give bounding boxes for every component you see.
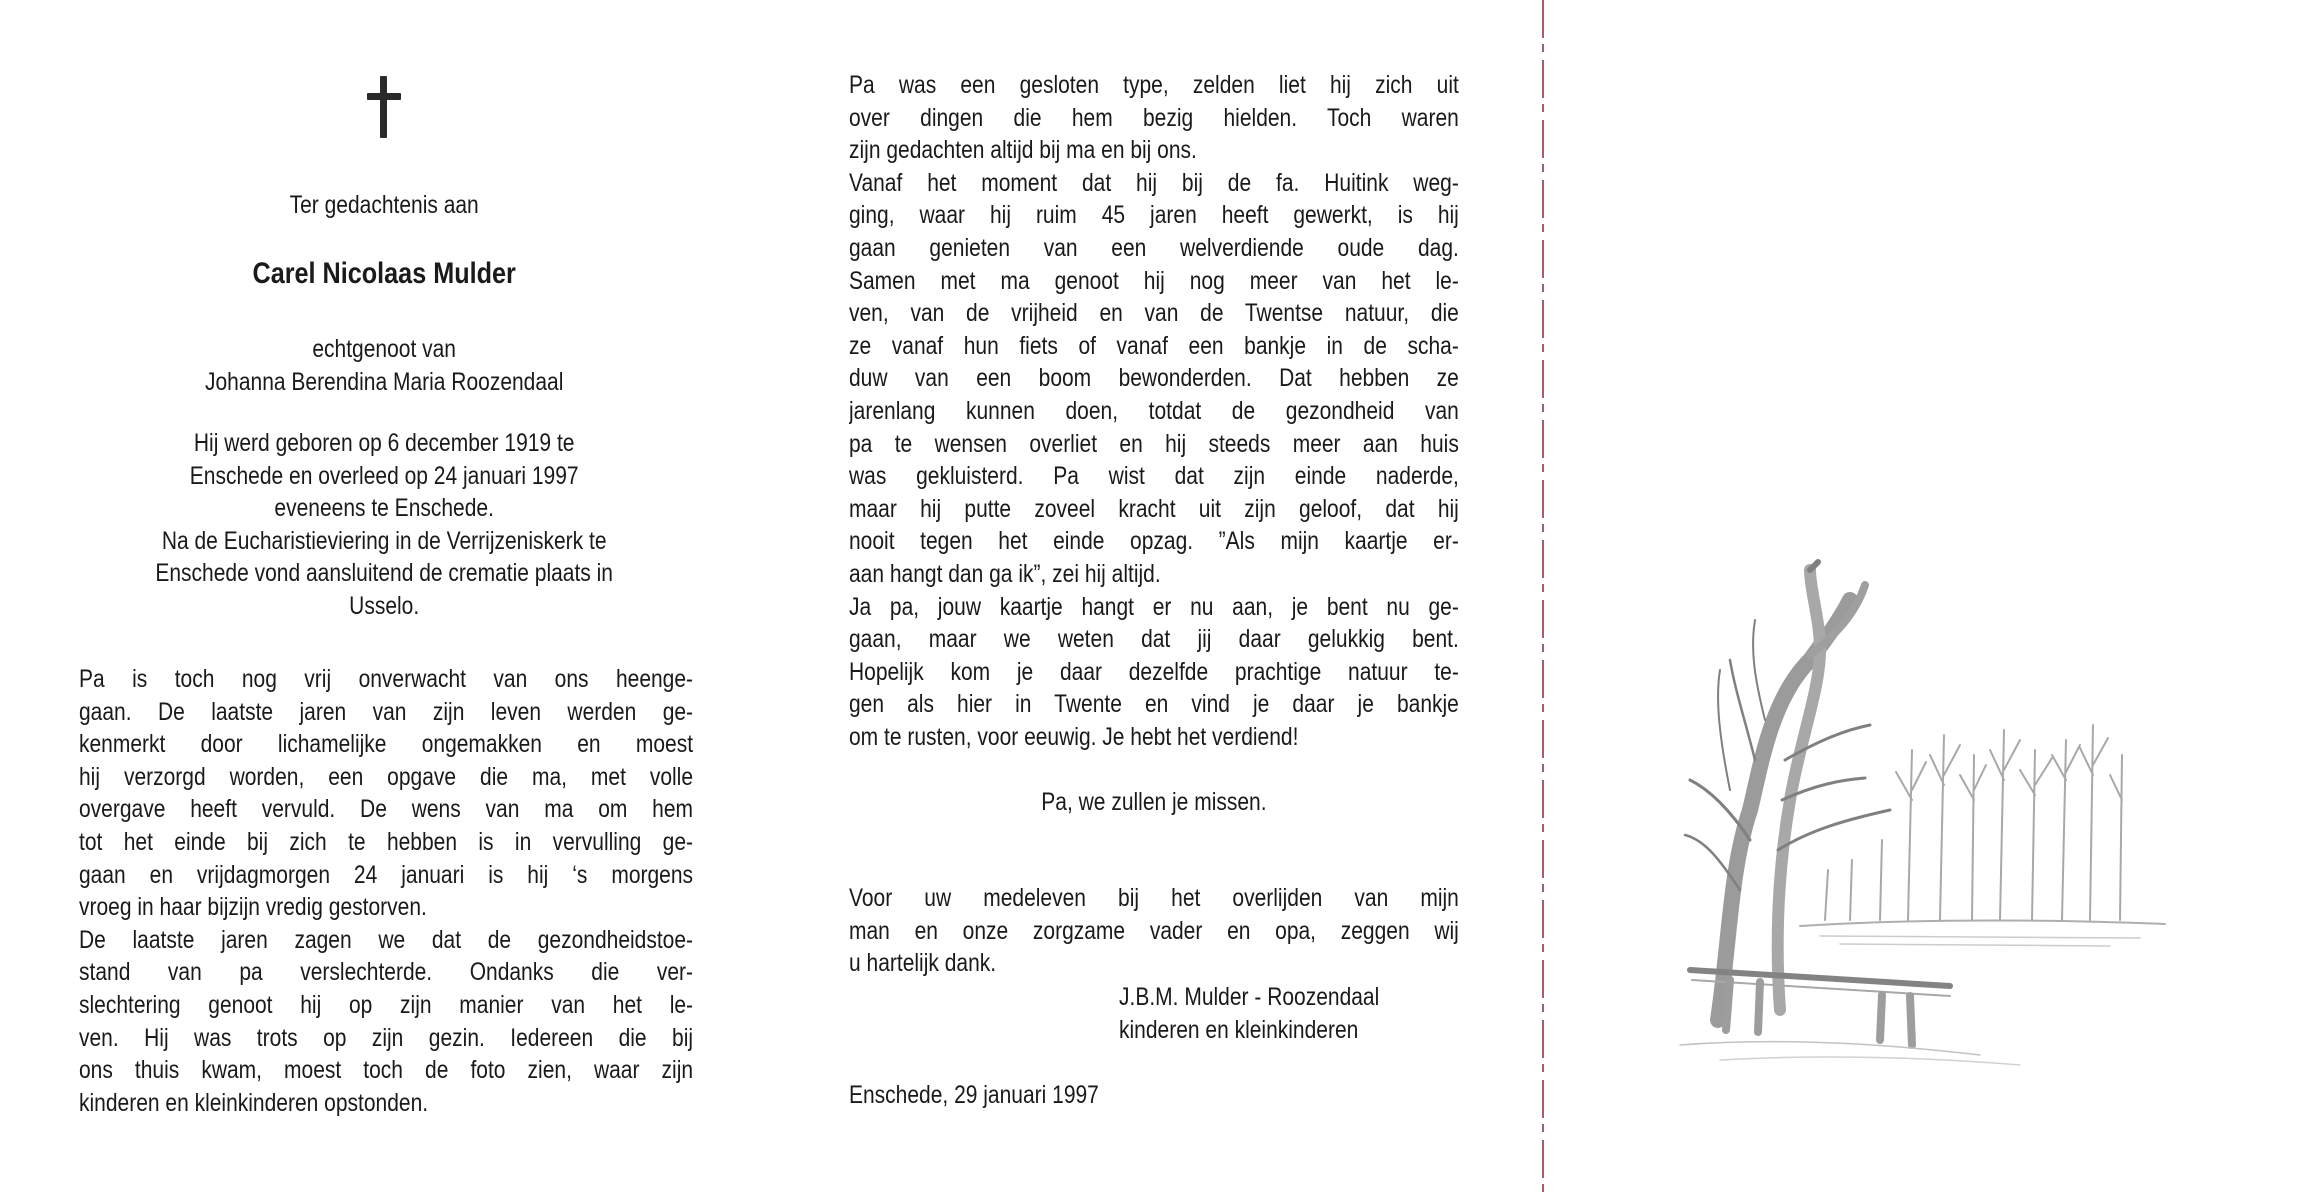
left-body <box>79 663 693 1119</box>
tree-bench-sketch <box>1660 540 2180 1100</box>
body-line: Samen met ma genoot hij nog meer van het le- <box>849 266 1459 295</box>
body-line: zijn gedachten altijd bij ma en bij ons. <box>849 136 1197 165</box>
place-date: Enschede, 29 januari 1997 <box>849 1081 1099 1109</box>
body-line: slechtering genoot hij op zijn manier van het le- <box>79 990 694 1019</box>
cross-icon <box>367 76 401 138</box>
farewell-text: Pa, we zullen je missen. <box>1041 788 1267 816</box>
spouse-name: Johanna Berendina Maria Roozendaal <box>204 367 564 396</box>
detail-line: Enschede en overleed op 24 januari 1997 <box>189 461 579 490</box>
body-line: vroeg in haar bijzijn vredig gestorven. <box>79 893 427 922</box>
body-line: gen als hier in Twente en vind je daar je bankje <box>849 690 1459 719</box>
deceased-name: Carel Nicolaas Mulder <box>252 257 516 290</box>
body-line: om te rusten, voor eeuwig. Je hebt het verdiend! <box>849 722 1299 751</box>
name-block <box>78 258 690 291</box>
detail-line: Na de Eucharistieviering in de Verrijzeniskerk te <box>161 526 607 555</box>
body-line: ons thuis kwam, moest toch de foto zien, waar zijn <box>79 1056 694 1085</box>
details-block <box>78 427 690 623</box>
body-line: ze vanaf hun fiets of vanaf een bankje in de scha- <box>849 331 1459 360</box>
body-line: Pa is toch nog vrij onverwacht van ons heenge- <box>79 665 694 693</box>
signature-line: J.B.M. Mulder - Roozendaal <box>1119 983 1380 1011</box>
body-line: jarenlang kunnen doen, totdat de gezondheid van <box>849 396 1459 425</box>
farewell-block <box>849 786 1459 819</box>
body-line: De laatste jaren zagen we dat de gezondheidstoe- <box>79 925 694 954</box>
body-line: duw van een boom bewonderden. Dat hebben ze <box>849 364 1459 393</box>
body-line: gaan. De laatste jaren van zijn leven werden ge- <box>79 697 694 726</box>
signature-block <box>1119 981 1489 1046</box>
body-line: was gekluisterd. Pa wist dat zijn einde naderde, <box>849 462 1459 491</box>
detail-line: eveneens te Enschede. <box>274 494 494 523</box>
detail-line: Hij werd geboren op 6 december 1919 te <box>193 429 575 457</box>
body-line: kinderen en kleinkinderen opstonden. <box>79 1088 429 1117</box>
body-line: hij verzorgd worden, een opgave die ma, met volle <box>79 762 694 791</box>
body-line: overgave heeft vervuld. De wens van ma om hem <box>79 795 694 824</box>
body-line: Pa was een gesloten type, zelden liet hij zich uit <box>849 71 1459 99</box>
intro-text: Ter gedachtenis aan <box>289 191 479 219</box>
body-line: Vanaf het moment dat hij bij de fa. Huitink weg- <box>849 168 1459 197</box>
body-line: tot het einde bij zich te hebben is in vervulling ge- <box>79 827 694 856</box>
body-line: gaan en vrijdagmorgen 24 januari is hij ‘s morgens <box>79 860 694 889</box>
thanks-line: man en onze zorgzame vader en opa, zeggen wij <box>849 916 1459 945</box>
body-line: ven, van de vrijheid en van de Twentse natuur, die <box>849 299 1459 328</box>
body-line: pa te wensen overliet en hij steeds meer aan huis <box>849 429 1459 458</box>
body-line: nooit tegen het einde opzag. ”Als mijn kaartje er- <box>849 527 1459 556</box>
body-line: gaan genieten van een welverdiende oude dag. <box>849 233 1459 262</box>
detail-line: Enschede vond aansluitend de crematie plaats in <box>155 559 614 588</box>
middle-body <box>849 69 1459 753</box>
body-line: aan hangt dan ga ik”, zei hij altijd. <box>849 559 1161 588</box>
signature-line: kinderen en kleinkinderen <box>1119 1015 1359 1044</box>
place-date-block <box>849 1079 1459 1112</box>
spouse-block <box>78 333 690 398</box>
main-tree <box>1685 562 1890 1020</box>
body-line: gaan, maar we weten dat jij daar gelukkig bent. <box>849 625 1459 654</box>
spouse-label: echtgenoot van <box>312 335 456 363</box>
body-line: maar hij putte zoveel kracht uit zijn geloof, dat hij <box>849 494 1459 523</box>
thanks-line: Voor uw medeleven bij het overlijden van mijn <box>849 884 1459 912</box>
detail-line: Usselo. <box>349 591 420 620</box>
body-line: ven. Hij was trots op zijn gezin. Iedereen die bij <box>79 1023 694 1052</box>
body-line: Ja pa, jouw kaartje hangt er nu aan, je bent nu ge- <box>849 592 1459 621</box>
left-header <box>78 189 690 222</box>
fold-line <box>1542 0 1544 1200</box>
thanks-block <box>849 882 1459 980</box>
body-line: ging, waar hij ruim 45 jaren heeft gewerkt, is hij <box>849 201 1459 230</box>
body-line: kenmerkt door lichamelijke ongemakken en moest <box>79 730 694 759</box>
body-line: stand van pa verslechterde. Ondanks die ver- <box>79 958 694 987</box>
bench <box>1690 970 1950 1045</box>
body-line: Hopelijk kom je daar dezelfde prachtige natuur te- <box>849 657 1459 686</box>
body-line: over dingen die hem bezig hielden. Toch waren <box>849 103 1459 132</box>
background-trees <box>1825 725 2122 920</box>
thanks-line: u hartelijk dank. <box>849 949 997 978</box>
